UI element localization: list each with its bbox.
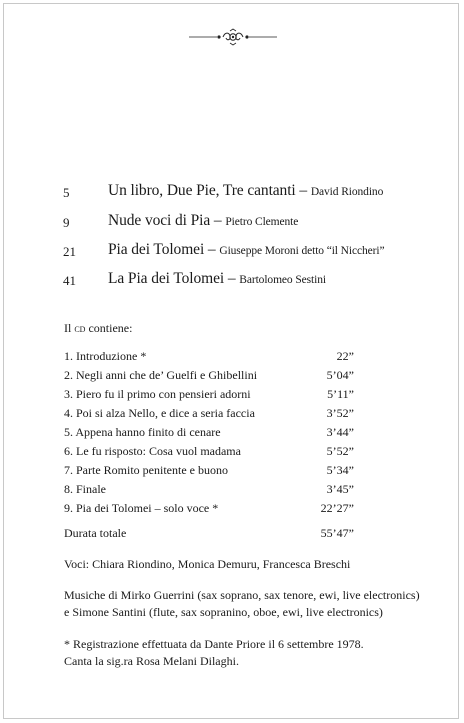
ornament-divider-icon — [187, 28, 279, 46]
track-title: 6. Le fu risposto: Cosa vuol madama — [64, 444, 241, 458]
track-row — [64, 463, 354, 480]
cd-intro: Il cd contiene: — [64, 321, 133, 335]
track-duration: 5’04” — [326, 368, 354, 382]
track-title: 1. Introduzione * — [64, 349, 147, 363]
music-credit: Musiche di Mirko Guerrini (sax soprano, sax tenore, ewi, live electronics) e Simone Santini (flute, sax sopranino, oboe, ewi, live electronics) — [64, 588, 420, 619]
track-duration: 5’34” — [326, 463, 354, 477]
toc-author: Bartolomeo Sestini — [239, 274, 326, 286]
track-row — [64, 349, 354, 366]
track-row — [64, 387, 354, 404]
toc-title: Nude voci di Pia — [108, 212, 211, 229]
total-value: 55’47” — [320, 526, 354, 540]
recording-note: * Registrazione effettuata da Dante Priore il 6 settembre 1978. Canta la sig.ra Rosa Melani Dilaghi. — [64, 637, 364, 668]
track-title: 9. Pia dei Tolomei – solo voce * — [64, 501, 219, 515]
track-title: 3. Piero fu il primo con pensieri adorni — [64, 387, 251, 401]
track-title: 2. Negli anni che de’ Guelfi e Ghibellini — [64, 368, 258, 382]
total-duration-row — [64, 526, 354, 541]
book-page: 5 Un libro, Due Pie, Tre cantanti – David Riondino 9 Nude voci di Pia – Pietro Clemente 21 Pia dei Tolomei – Giuseppe Moroni detto “il Niccheri” 41 La Pia dei Tolomei – Bartolomeo Sestini Il cd contiene: 1. Introduzione * 22” 2. Negli anni che de’ Guelfi e Ghibellini 5’04” 3. Piero fu il primo con pensieri adorni 5’11” 4. Poi si alza Nello, e dice a seria faccia 3’52” 5. Appena hanno finito di cenare 3’44” 6. Le fu risposto: Cosa vuol madama 5’52” 7. Parte Romito penitente e buono 5’34” 8. Finale 3’45” 9. Pia dei Tolomei – solo voce * 22’27” Durata totale 55’47” Voci: Chiara Riondino, Monica Demuru, Francesca Breschi Musiche di Mirko Guerrini (sax soprano, sax tenore, ewi, live electronics) e Simone Santini (flute, sax sopranino, oboe, ewi, live electronics) * Registrazione effettuata da Dante Priore il 6 settembre 1978. Canta la sig.ra Rosa Melani Dilaghi. — [3, 3, 459, 719]
track-duration: 3’52” — [326, 406, 354, 420]
track-duration: 22’27” — [320, 501, 354, 515]
track-row — [64, 368, 354, 385]
track-title: 8. Finale — [64, 482, 106, 496]
toc-author: Pietro Clemente — [225, 216, 299, 228]
toc-title: La Pia dei Tolomei — [108, 270, 225, 287]
track-duration: 5’52” — [326, 444, 354, 458]
track-row — [64, 425, 354, 442]
total-label: Durata totale — [64, 526, 127, 540]
toc-page-number: 21 — [63, 244, 76, 259]
track-row — [64, 482, 354, 499]
track-row — [64, 501, 354, 518]
track-duration: 22” — [336, 349, 354, 363]
voices-credit: Voci: Chiara Riondino, Monica Demuru, Francesca Breschi — [64, 557, 351, 571]
track-duration: 5’11” — [327, 387, 354, 401]
track-duration: 3’44” — [326, 425, 354, 439]
toc-title: Un libro, Due Pie, Tre cantanti — [108, 182, 296, 199]
track-title: 5. Appena hanno finito di cenare — [64, 425, 221, 439]
toc-author: Giuseppe Moroni detto “il Niccheri” — [219, 245, 385, 257]
track-row — [64, 444, 354, 461]
track-duration: 3’45” — [326, 482, 354, 496]
track-title: 4. Poi si alza Nello, e dice a seria faccia — [64, 406, 255, 420]
toc-title: Pia dei Tolomei — [108, 241, 205, 258]
toc-author: David Riondino — [310, 186, 384, 198]
toc-page-number: 9 — [63, 215, 70, 230]
track-title: 7. Parte Romito penitente e buono — [64, 463, 228, 477]
toc-page-number: 5 — [63, 185, 70, 200]
track-row — [64, 406, 354, 423]
toc-page-number: 41 — [63, 273, 76, 288]
